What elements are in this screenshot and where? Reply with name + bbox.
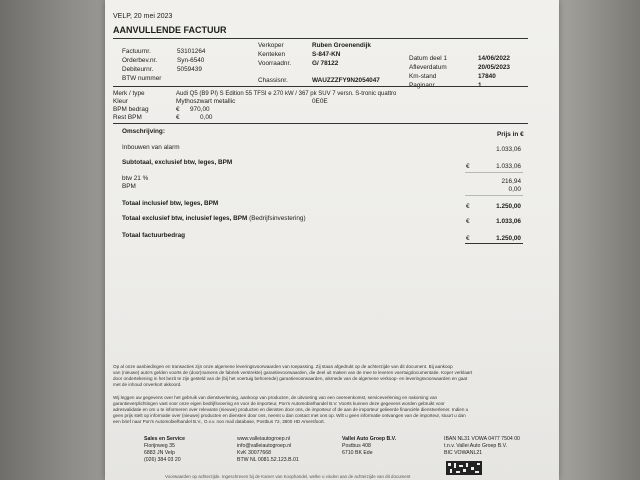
debtor-number-value: 5059439 (177, 66, 202, 73)
privacy-line: geen prijs stelt op informatie over (nieuwe) producten en diensten door ons, neemt u dan contact met ons op. Wilt u geen informatie ontvangen van de importeur, stuurt u dan (113, 413, 466, 418)
footer-iban: IBAN NL31 VOWA 0477 7504 00 (444, 436, 520, 442)
footer-kvk: KvK 30077668 (237, 450, 272, 456)
vat-number-label: BTW nummer (122, 75, 162, 82)
seller-value: Ruben Groenendijk (312, 42, 371, 49)
footer-phone: (026) 384 03 20 (144, 457, 181, 463)
vehicle-color-value: Mythoszwart metallic (176, 98, 236, 105)
subtotal-underline (465, 172, 523, 173)
invoice-document (105, 0, 559, 480)
subtotal-currency: € (466, 163, 470, 170)
total-excl-value: 1.033,06 (496, 218, 521, 225)
date-part1-value: 14/06/2022 (478, 55, 510, 62)
subtotal-value: 1.033,06 (496, 163, 521, 170)
footer-bottom-line: Voorwaarden op achterzijde. Ingeschreven bij de Kamer van Koophandel, welke u vinden aan de achterzijde van dit document (165, 474, 411, 479)
terms-line: door ondertekening in het bezit te zijn gesteld van de (bij het voertuig behorende) garantievoorwaarden, alsmede van de algemene verkoop- en leveringsvoorwaarden en gaat (113, 376, 468, 381)
header-rule (113, 38, 528, 39)
vehicle-type-value: Audi Q5 (B9 PI) S Edition 55 TFSI e 270 kW / 367 pk SUV 7 versn. S-tronic quattro (176, 91, 397, 97)
vehicle-rule (113, 123, 528, 124)
license-plate-label: Kenteken (258, 51, 286, 58)
debtor-number-label: Debiteurnr. (122, 66, 154, 73)
privacy-line: garantieverplichtingen vast voor onze eigen bedrijfsvoering en voor de importeur, Pon's Automobielhandel B.V. Voorts kunnen deze gegevens worden gebruikt voor (113, 401, 445, 406)
total-incl-value: 1.250,00 (496, 203, 521, 210)
bpm-amount-currency: € (176, 106, 180, 113)
footer-postbox: Postbus 408 (342, 443, 371, 449)
vehicle-color-code: 0E0E (312, 98, 328, 105)
privacy-line: Wij leggen uw gegevens over het gebruik van dienstverlening, aankoop van producten, de uitvoering van een overeenkomst, serviceverlening en nakoming van (113, 395, 438, 400)
license-plate-value: S-847-KN (312, 51, 341, 58)
price-heading: Prijs in € (497, 131, 524, 138)
order-number-label: Orderbev.nr. (122, 57, 158, 64)
bpm-amount-value: 970,00 (190, 106, 210, 113)
rest-bpm-label: Rest BPM (113, 114, 142, 121)
barcode-icon (446, 461, 482, 475)
total-excl-currency: € (466, 218, 470, 225)
invoice-number-label: Factuurnr. (122, 48, 151, 55)
rest-bpm-currency: € (176, 114, 180, 121)
total-excl-suffix: (Bedrijfsinvestering) (249, 215, 306, 222)
grand-total-label: Totaal factuurbedrag (122, 232, 186, 239)
chassis-number-label: Chassisnr. (258, 77, 288, 84)
bpm-line-label: BPM (122, 183, 136, 190)
delivery-date-value: 20/05/2023 (478, 64, 510, 71)
date-part1-label: Datum deel 1 (409, 55, 448, 62)
place-date: VELP, 20 mei 2023 (113, 13, 173, 20)
meta-rule (113, 86, 528, 87)
page-number-label: Paginanr. (409, 82, 437, 89)
privacy-line: een brief naar Pon's Automobielhandel B.V., O.v.v. non mail database, Postbus 72, 3800 HD Amersfoort. (113, 419, 325, 424)
chassis-number-value: WAUZZZFY9N2054047 (312, 77, 380, 84)
delivery-date-label: Afleverdatum (409, 64, 447, 71)
footer-vat: BTW NL 0081.52.123.B.01 (237, 457, 299, 463)
footer-website: www.valleiautogroep.nl (237, 436, 291, 442)
vehicle-color-label: Kleur (113, 98, 128, 105)
mileage-value: 17840 (478, 73, 496, 80)
vehicle-type-label: Merk / type (113, 90, 145, 97)
bpm-line-value: 0,00 (508, 186, 521, 193)
footer-bic: BIC VOWANL21 (444, 450, 483, 456)
desk-background-right (555, 0, 640, 480)
grand-total-underline (465, 243, 523, 244)
mileage-label: Km-stand (409, 73, 437, 80)
seller-label: Verkoper (258, 42, 284, 49)
subtotal-label: Subtotaal, exclusief btw, leges, BPM (122, 159, 233, 166)
vat-label: btw 21 % (122, 175, 149, 182)
order-number-value: Syn-6540 (177, 57, 205, 64)
page-number-value: 1 (478, 82, 482, 89)
stock-number-value: G/ 78122 (312, 60, 339, 67)
footer-account-holder: t.n.v. Vallei Auto Groep B.V. (444, 443, 508, 449)
line-item-label: Inbouwen van alarm (122, 144, 180, 151)
bpm-amount-label: BPM bedrag (113, 106, 149, 113)
footer-address: Florijnweg 35 (144, 443, 175, 449)
description-heading: Omschrijving: (122, 128, 165, 135)
stock-number-label: Voorraadnr. (258, 60, 292, 67)
footer-postcode: 6883 JN Velp (144, 450, 175, 456)
privacy-line: adresvalidatie en om u te informeren over relevante (nieuwe) producten en diensten door ons, de importeur of de aan de importeur gelieerde financiële dienstverlener. Indien u (113, 407, 469, 412)
terms-line: met de inhoud onverkort akkoord. (113, 382, 182, 387)
desk-background-left (0, 0, 110, 480)
vat-value: 216,94 (501, 178, 521, 185)
invoice-number-value: 53101264 (177, 48, 206, 55)
line-item-value: 1.033,06 (496, 146, 521, 153)
total-incl-label: Totaal inclusief btw, leges, BPM (122, 200, 219, 207)
document-title: AANVULLENDE FACTUUR (113, 25, 227, 35)
vat-underline (465, 195, 523, 196)
footer-sales-title: Sales en Service (144, 436, 185, 442)
footer-email: info@valleiautogroep.nl (237, 443, 292, 449)
rest-bpm-value: 0,00 (200, 114, 213, 121)
grand-total-currency: € (466, 235, 470, 242)
footer-company: Vallei Auto Groep B.V. (342, 436, 397, 442)
total-incl-currency: € (466, 203, 470, 210)
terms-line: Op al onze aanbiedingen en transacties zijn onze algemene leveringsvoorwaarden van toepassing. Zij staan afgedrukt op de achterzijde van dit document. Bij aankoop (113, 364, 453, 369)
terms-line: van (nieuwe) auto's gelden voorts de (door)namens de fabriek verstrekte) garantievoorwaarden, die deel uit maken van de mee te leveren voertuigdocumentatie. Koper verklaart (113, 370, 473, 375)
total-excl-label: Totaal exclusief btw, inclusief leges, BPM (122, 215, 248, 222)
footer-city: 6710 BK Ede (342, 450, 373, 456)
grand-total-value: 1.250,00 (496, 235, 521, 242)
